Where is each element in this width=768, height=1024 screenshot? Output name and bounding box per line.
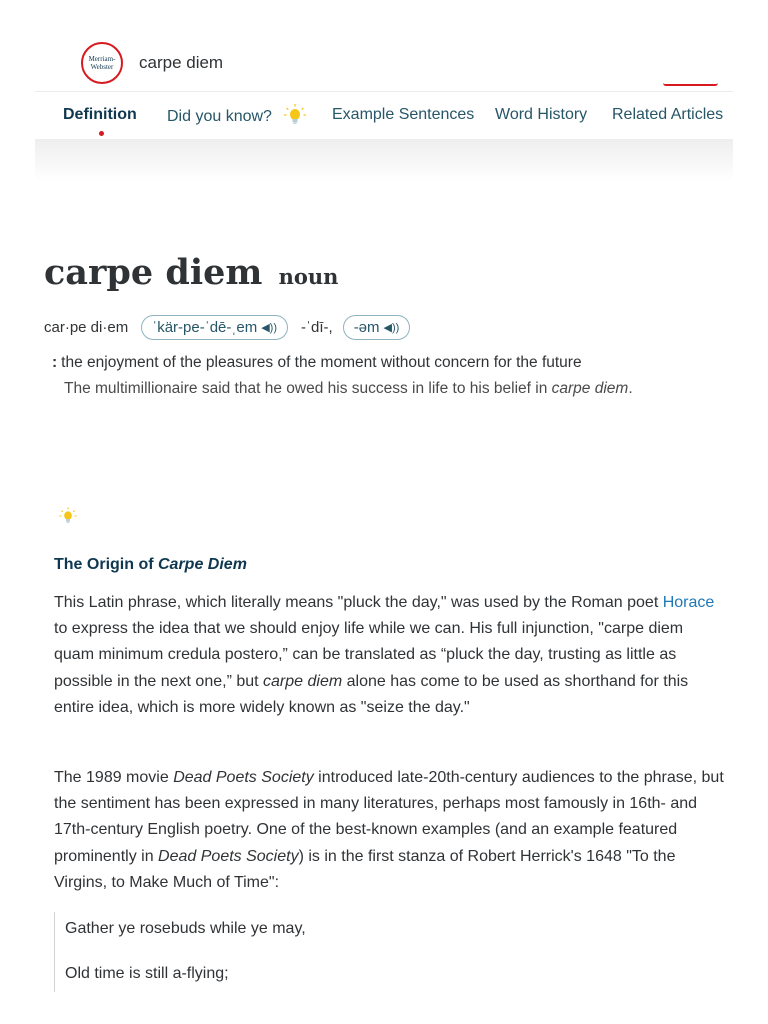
p1-italic: carpe diem — [263, 672, 343, 690]
headword-text: carpe diem — [44, 252, 263, 293]
pronunciation-row — [44, 314, 410, 340]
part-of-speech[interactable]: noun — [278, 264, 339, 289]
p2-italic-2: Dead Poets Society — [158, 847, 299, 865]
definition-colon: : — [52, 354, 58, 371]
header-accent-bar — [663, 83, 718, 86]
p2-italic-1: Dead Poets Society — [173, 769, 314, 786]
pronunciation-1-text: ˈkär-pe-ˈdē-ˌem — [152, 318, 258, 336]
tab-definition[interactable]: Definition — [63, 106, 137, 123]
nav-shadow — [35, 139, 733, 181]
p2-text-c: ) is in the first stanza of Robert Herrick's 1648 "To the Virgins, to Make Much of Time": — [54, 847, 676, 891]
entry-nav — [35, 91, 733, 139]
tab-word-history[interactable]: Word History — [495, 106, 588, 123]
pronunciation-variant: -ˈdī-, — [301, 318, 333, 336]
example-text-after: . — [628, 380, 633, 397]
origin-heading — [54, 556, 247, 574]
pronunciation-2-text: -əm — [353, 318, 380, 336]
merriam-webster-logo[interactable] — [81, 42, 123, 84]
example-text-before: The multimillionaire said that he owed his success in life to his belief in — [64, 380, 552, 397]
lightbulb-icon — [58, 505, 78, 527]
tab-example-sentences[interactable]: Example Sentences — [332, 106, 475, 123]
origin-heading-prefix: The Origin of — [54, 556, 158, 573]
syllables: car·pe di·em — [44, 318, 129, 336]
lightbulb-icon — [282, 102, 308, 128]
poem-line: Gather ye rosebuds while ye may, — [65, 920, 306, 937]
poem-blockquote — [54, 912, 714, 992]
poem-line: Old time is still a-flying; — [65, 965, 229, 982]
tab-did-you-know[interactable] — [167, 106, 308, 128]
speaker-icon: ◀)) — [383, 321, 400, 334]
p1-text-b: to express the idea that we should enjoy life while we can. His full injunction, "carpe diem quam minimum credula postero,” can be translated as “pluck the day, trusting as little as possible in the next one,” but — [54, 620, 684, 690]
logo-text: Merriam-Webster — [88, 55, 116, 71]
definition-text: the enjoyment of the pleasures of the moment without concern for the future — [61, 354, 582, 371]
definition — [52, 354, 582, 372]
horace-link[interactable]: Horace — [662, 594, 715, 611]
example-text-italic: carpe diem — [551, 380, 629, 397]
active-tab-indicator — [99, 131, 104, 136]
speaker-icon: ◀)) — [261, 321, 278, 334]
search-query-text[interactable]: carpe diem — [139, 53, 224, 72]
headword — [44, 252, 338, 293]
tab-related-articles[interactable]: Related Articles — [612, 106, 724, 123]
origin-heading-italic: Carpe Diem — [158, 556, 247, 573]
p2-text-a: The 1989 movie — [54, 769, 174, 786]
p1-text-c: alone has come to be used as shorthand for this entire idea, which is more widely known as "seize the day." — [54, 672, 689, 716]
example-sentence — [64, 380, 633, 398]
p1-text-a: This Latin phrase, which literally means "pluck the day," was used by the Roman poet — [54, 594, 663, 611]
site-header — [0, 40, 768, 88]
tab-did-you-know-label: Did you know? — [167, 108, 272, 126]
origin-paragraph-2 — [54, 765, 726, 896]
pronunciation-button-1[interactable] — [141, 315, 288, 340]
origin-paragraph-1 — [54, 590, 726, 721]
pronunciation-button-2[interactable] — [343, 315, 411, 340]
p2-text-b: introduced late-20th-century audiences to the phrase, but the sentiment has been expressed in many literatures, perhaps most famously in 16th- and 17th-century English poetry. One of the best-known examples (and an example featured prominently in — [54, 769, 724, 865]
